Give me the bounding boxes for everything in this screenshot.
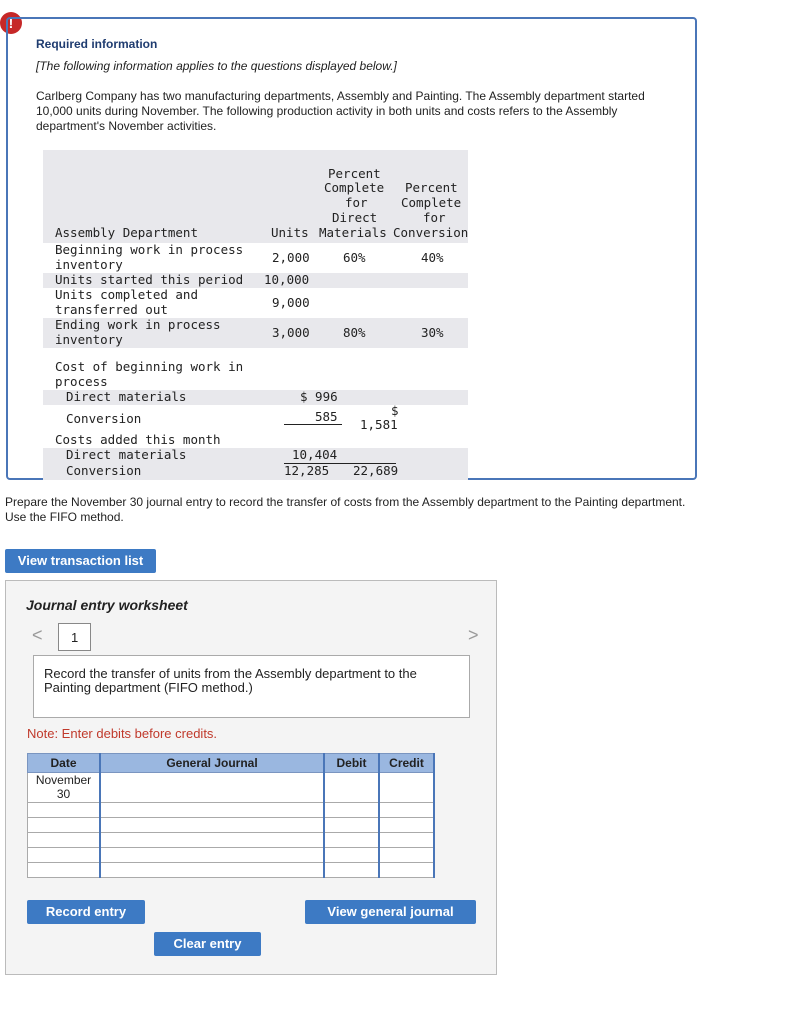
cost-row	[43, 405, 468, 435]
credit-input[interactable]	[379, 833, 434, 848]
credit-input[interactable]	[379, 863, 434, 878]
row-units: 9,000	[272, 295, 310, 310]
credit-input[interactable]	[379, 848, 434, 863]
credit-input[interactable]	[379, 773, 434, 803]
header-units: Units	[271, 225, 309, 240]
row-units: 2,000	[272, 250, 310, 265]
debit-input[interactable]	[324, 803, 379, 818]
cost-label: Costs added this month	[55, 432, 221, 447]
table-row	[43, 288, 468, 318]
account-input[interactable]	[100, 863, 324, 878]
header-materials-line: Direct	[332, 210, 378, 225]
account-input[interactable]	[100, 803, 324, 818]
row-label: transferred out	[55, 302, 168, 317]
col-credit: Credit	[379, 754, 434, 773]
header-dept: Assembly Department	[55, 225, 198, 240]
required-info-subtitle: [The following information applies to the questions displayed below.]	[36, 59, 397, 73]
debit-input[interactable]	[324, 818, 379, 833]
header-conversion-line: Percent	[405, 180, 458, 195]
clear-entry-button[interactable]: Clear entry	[154, 932, 261, 956]
cost-value: 585	[315, 409, 338, 424]
row-label: Ending work in process	[55, 317, 221, 332]
date-cell[interactable]	[28, 818, 101, 833]
header-conversion-line: Complete	[401, 195, 462, 210]
page-number[interactable]: 1	[58, 623, 91, 651]
cost-total: 1,581	[360, 417, 398, 432]
credit-input[interactable]	[379, 803, 434, 818]
row-conversion: 30%	[421, 325, 444, 340]
row-units: 3,000	[272, 325, 310, 340]
account-input[interactable]	[100, 833, 324, 848]
row-label: Units started this period	[55, 272, 244, 287]
header-conversion-line: for	[423, 210, 446, 225]
debit-input[interactable]	[324, 773, 379, 803]
question-prompt: Prepare the November 30 journal entry to record the transfer of costs from the Assembly department to the Painting department. Use the FIFO method.	[5, 495, 686, 524]
cost-label: Cost of beginning work in	[55, 359, 244, 374]
date-day: 30	[56, 787, 71, 801]
cost-value: 12,285	[284, 463, 330, 478]
cost-beginning-row	[43, 360, 468, 390]
cost-label: Direct materials	[66, 447, 187, 462]
date-cell[interactable]	[28, 833, 101, 848]
problem-intro: Carlberg Company has two manufacturing departments, Assembly and Painting. The Assembly department started 10,000 units during November. The following production activity in both units and costs refers to the Assembly department's November activities.	[36, 89, 645, 133]
header-materials-line: Complete	[324, 180, 385, 195]
required-info-title: Required information	[36, 37, 158, 51]
account-input[interactable]	[100, 818, 324, 833]
header-conversion-line: Conversion	[393, 225, 469, 240]
row-label: Beginning work in process	[55, 242, 244, 257]
credit-input[interactable]	[379, 818, 434, 833]
header-materials-line: for	[345, 195, 368, 210]
required-information-panel	[6, 17, 697, 480]
date-cell[interactable]	[28, 863, 101, 878]
date-month: November	[35, 773, 92, 787]
date-cell[interactable]	[28, 803, 101, 818]
cost-label: Direct materials	[66, 389, 187, 404]
worksheet-title: Journal entry worksheet	[26, 597, 188, 613]
account-input[interactable]	[100, 773, 324, 803]
debit-input[interactable]	[324, 863, 379, 878]
chevron-right-icon[interactable]: >	[468, 625, 479, 645]
table-row	[43, 243, 468, 273]
col-general-journal: General Journal	[100, 754, 324, 773]
account-input[interactable]	[100, 848, 324, 863]
cost-label: Conversion	[66, 411, 142, 426]
cost-value: 10,404	[292, 447, 338, 462]
record-entry-button[interactable]: Record entry	[27, 900, 145, 924]
journal-table	[27, 753, 435, 878]
table-row	[43, 318, 468, 348]
cost-total-symbol: $	[391, 403, 399, 418]
view-general-journal-button[interactable]: View general journal	[305, 900, 476, 924]
chevron-left-icon[interactable]: <	[32, 625, 43, 645]
table-row	[43, 273, 468, 288]
date-cell[interactable]	[28, 773, 101, 803]
cost-row	[43, 463, 468, 480]
alert-icon: !	[0, 12, 22, 34]
date-cell[interactable]	[28, 848, 101, 863]
cost-row	[43, 390, 468, 405]
underline	[284, 424, 342, 425]
col-date: Date	[28, 754, 101, 773]
cost-row	[43, 448, 468, 463]
row-label: inventory	[55, 332, 123, 347]
debit-credit-note: Note: Enter debits before credits.	[27, 726, 218, 741]
header-materials-line: Percent	[328, 166, 381, 181]
row-materials: 60%	[343, 250, 366, 265]
row-materials: 80%	[343, 325, 366, 340]
entry-instruction: Record the transfer of units from the Assembly department to the Painting department (FIFO method.)	[33, 655, 470, 718]
row-units: 10,000	[264, 272, 310, 287]
row-label: Units completed and	[55, 287, 198, 302]
cost-label: process	[55, 374, 108, 389]
debit-input[interactable]	[324, 833, 379, 848]
header-materials-line: Materials	[319, 225, 387, 240]
journal-entry-worksheet	[5, 580, 497, 975]
row-conversion: 40%	[421, 250, 444, 265]
col-debit: Debit	[324, 754, 379, 773]
cost-label: Conversion	[66, 463, 142, 478]
cost-added-row	[43, 433, 468, 448]
table-header	[43, 150, 468, 243]
debit-input[interactable]	[324, 848, 379, 863]
cost-value: $ 996	[300, 389, 338, 404]
row-label: inventory	[55, 257, 123, 272]
view-transaction-list-button[interactable]: View transaction list	[5, 549, 156, 573]
cost-total: 22,689	[353, 463, 399, 478]
